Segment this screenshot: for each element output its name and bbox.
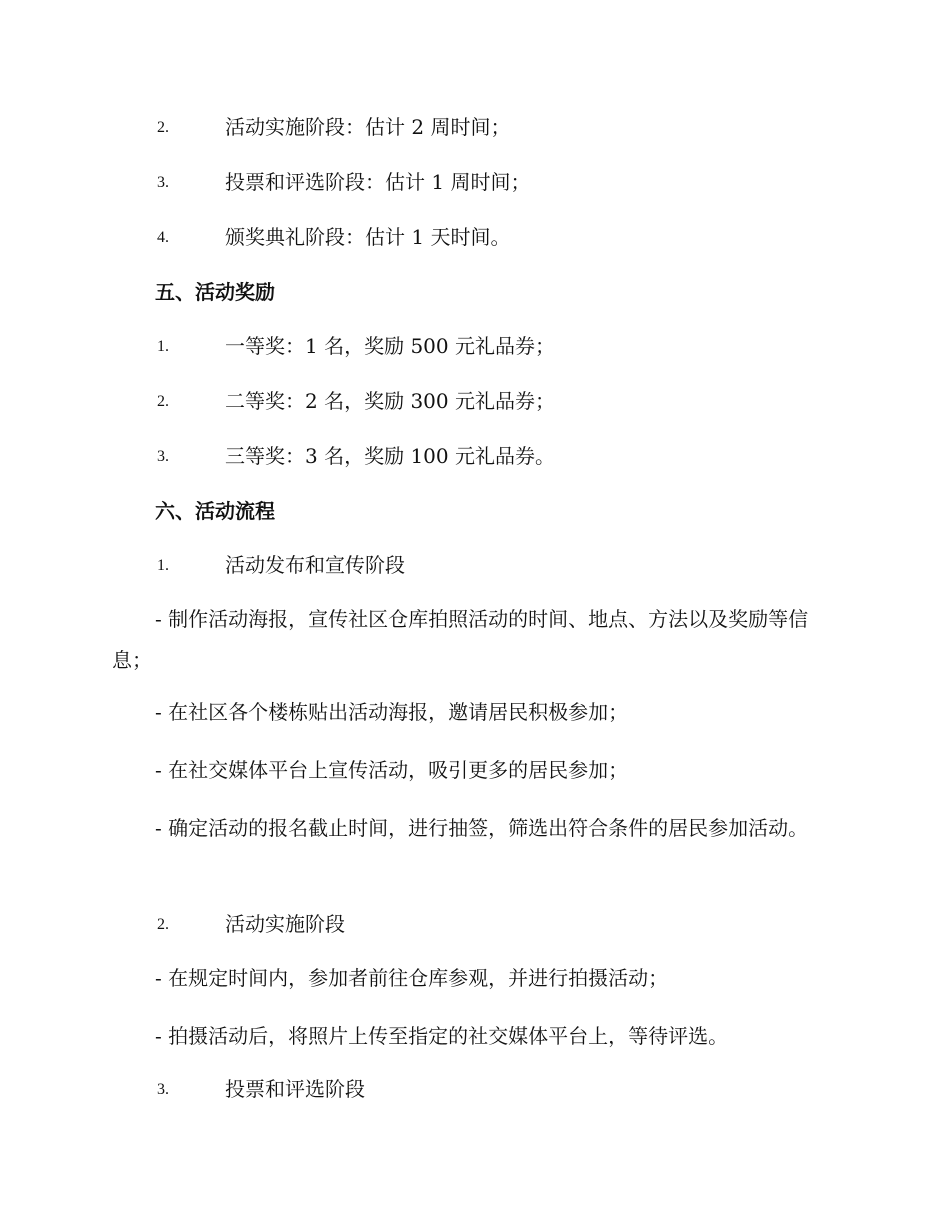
section-heading-process: 六、活动流程 bbox=[155, 499, 275, 523]
paragraph: - 确定活动的报名截止时间，进行抽签，筛选出符合条件的居民参加活动。 bbox=[155, 816, 809, 840]
list-item-number: 1. bbox=[157, 557, 169, 574]
list-item-number: 3. bbox=[157, 1081, 169, 1098]
section-heading-rewards: 五、活动奖励 bbox=[155, 280, 275, 304]
list-item-number: 4. bbox=[157, 229, 169, 246]
list-item-text: 投票和评选阶段：估计 1 周时间； bbox=[225, 170, 531, 194]
list-item-number: 1. bbox=[157, 338, 169, 355]
list-item-text: 颁奖典礼阶段：估计 1 天时间。 bbox=[225, 225, 511, 249]
paragraph: - 在社区各个楼栋贴出活动海报，邀请居民积极参加； bbox=[155, 700, 629, 724]
list-item-text: 投票和评选阶段 bbox=[225, 1077, 365, 1101]
list-item-text: 三等奖：3 名，奖励 100 元礼品券。 bbox=[225, 444, 555, 468]
list-item-number: 2. bbox=[157, 916, 169, 933]
paragraph: - 拍摄活动后，将照片上传至指定的社交媒体平台上，等待评选。 bbox=[155, 1024, 729, 1048]
list-item-text: 活动发布和宣传阶段 bbox=[225, 553, 405, 577]
list-item-text: 活动实施阶段：估计 2 周时间； bbox=[225, 115, 511, 139]
list-item-text: 二等奖：2 名，奖励 300 元礼品券； bbox=[225, 389, 555, 413]
list-item-text: 活动实施阶段 bbox=[225, 912, 345, 936]
list-item-text: 一等奖：1 名，奖励 500 元礼品券； bbox=[225, 334, 555, 358]
list-item-number: 3. bbox=[157, 174, 169, 191]
list-item-number: 2. bbox=[157, 119, 169, 136]
paragraph: - 制作活动海报，宣传社区仓库拍照活动的时间、地点、方法以及奖励等信息； bbox=[112, 607, 809, 672]
list-item-number: 3. bbox=[157, 448, 169, 465]
paragraph: - 在社交媒体平台上宣传活动，吸引更多的居民参加； bbox=[155, 758, 629, 782]
paragraph: - 在规定时间内，参加者前往仓库参观，并进行拍摄活动； bbox=[155, 966, 669, 990]
list-item-number: 2. bbox=[157, 393, 169, 410]
